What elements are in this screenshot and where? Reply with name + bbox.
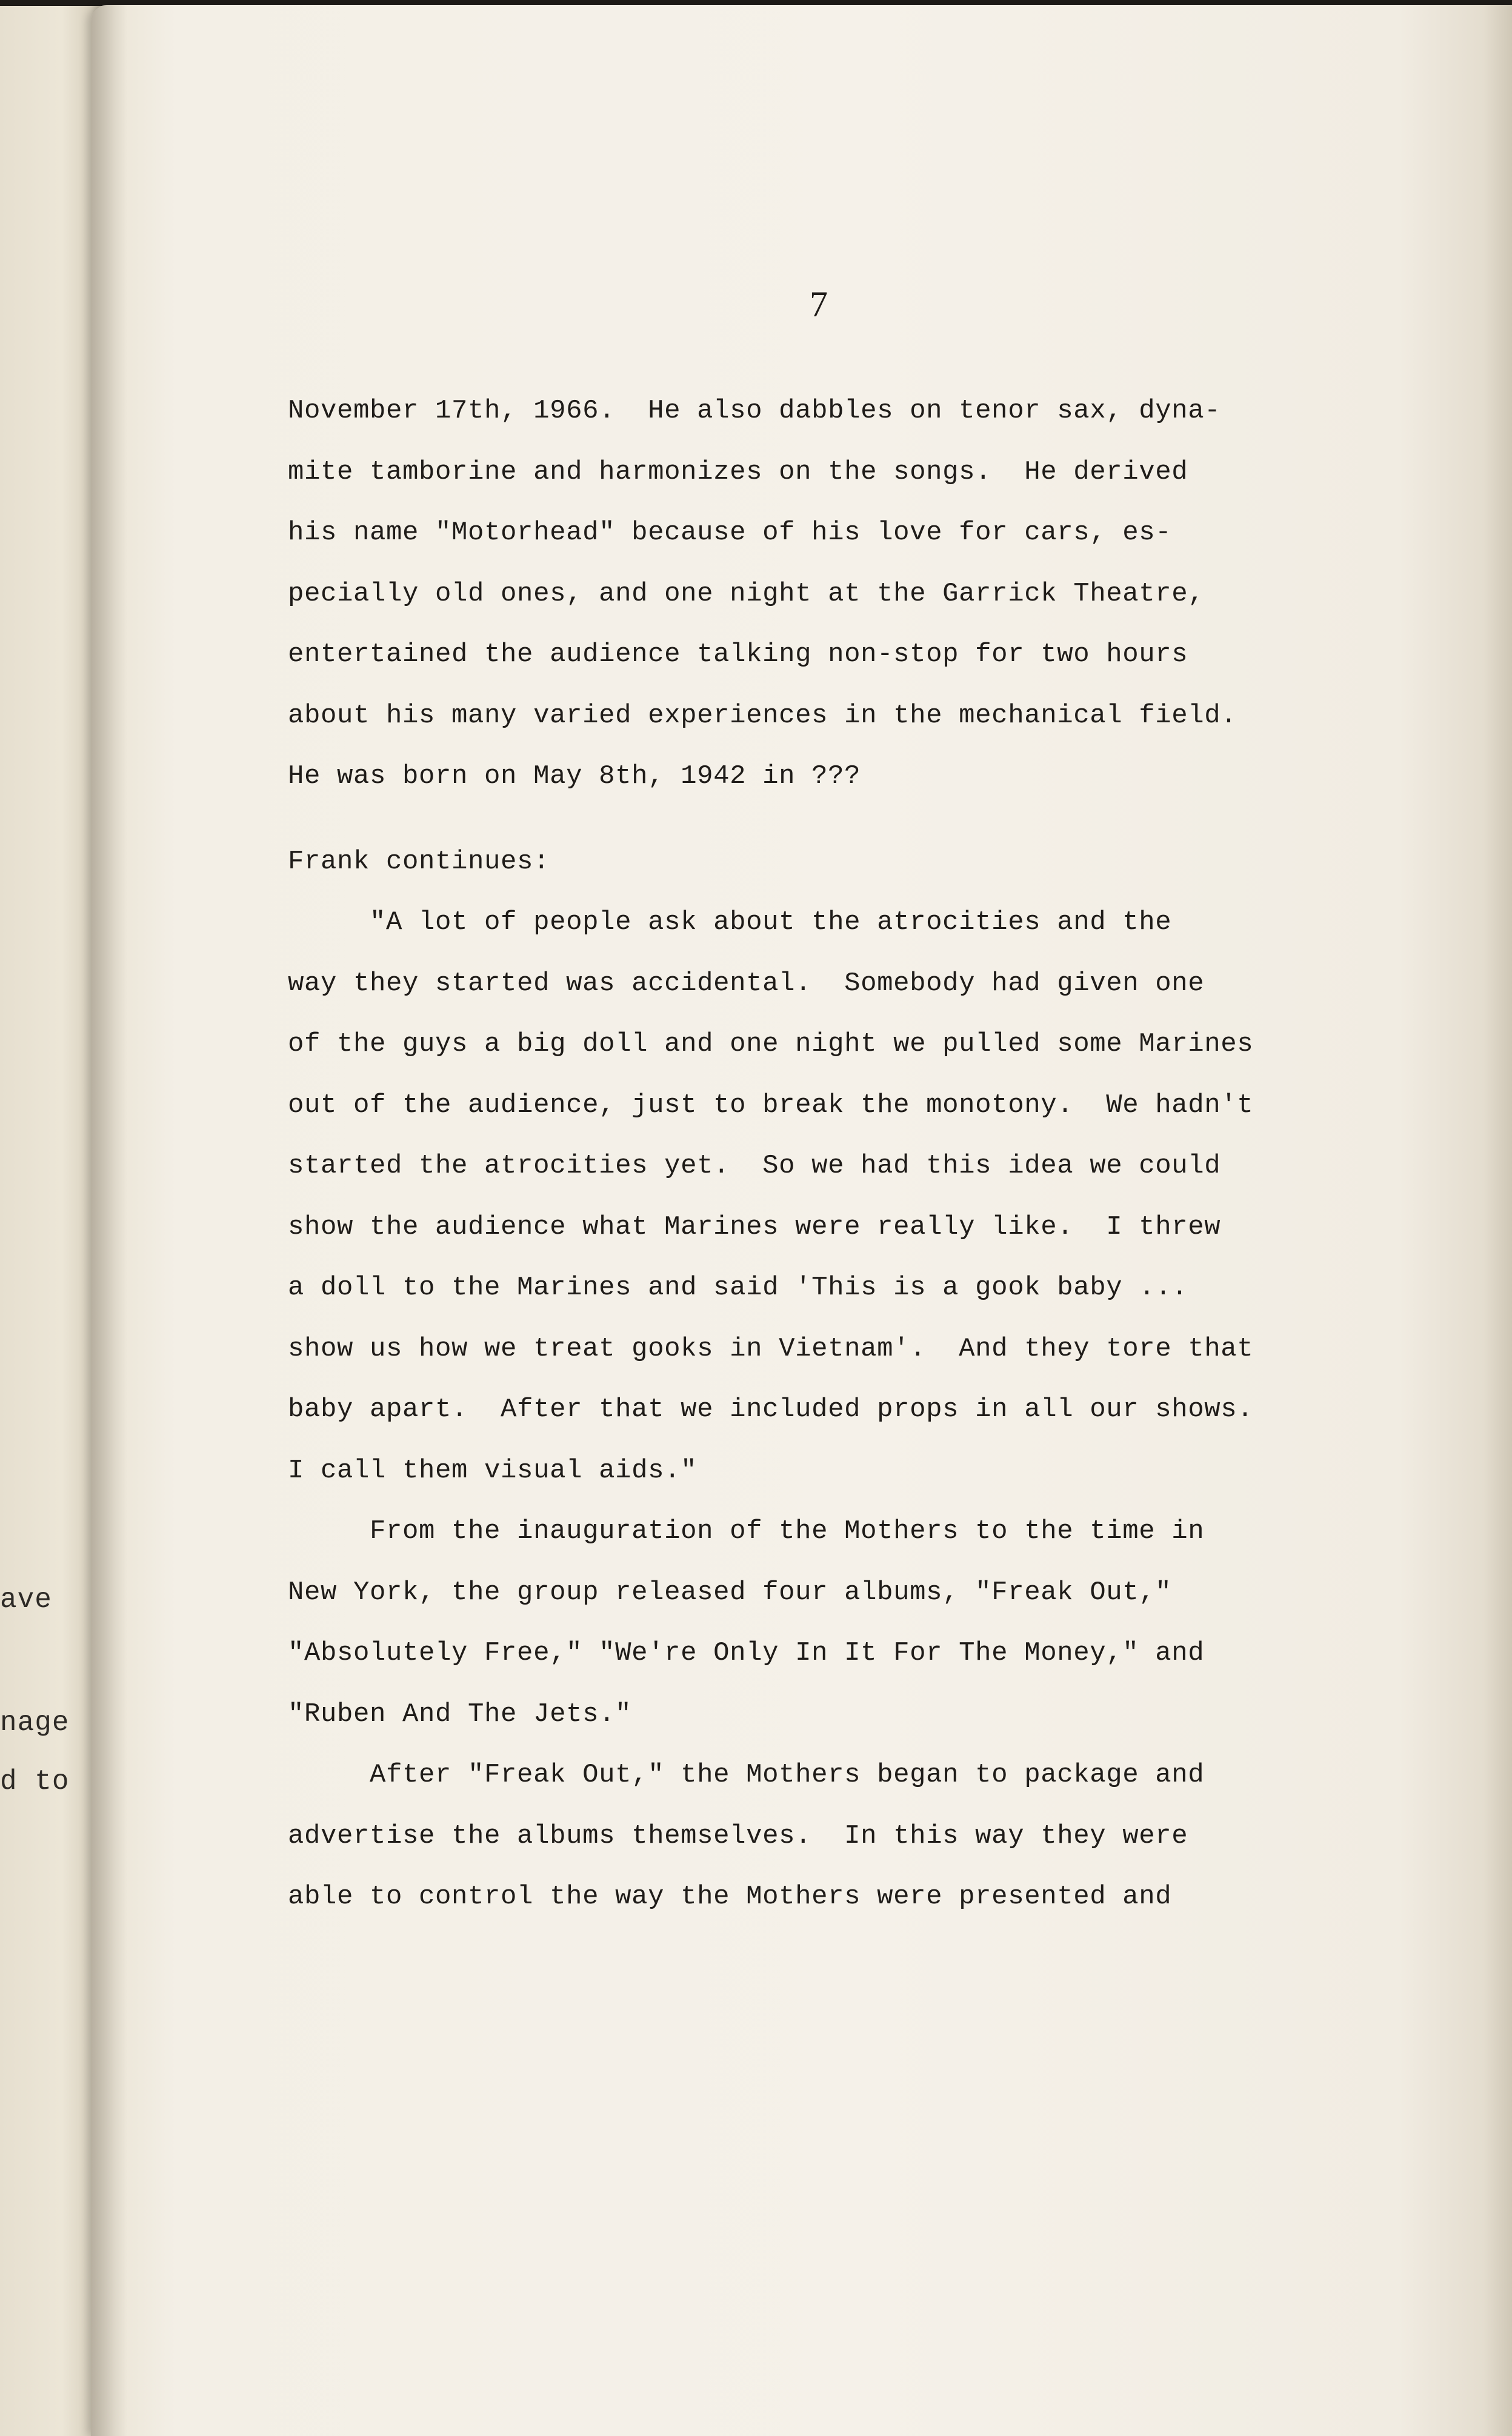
- paragraph-gap: [288, 807, 1470, 831]
- text-line: baby apart. After that we included props in all our shows.: [288, 1394, 1254, 1425]
- text-line: able to control the way the Mothers were presented and: [288, 1882, 1172, 1912]
- text-line: entertained the audience talking non-stop for two hours: [288, 639, 1188, 670]
- text-line: "Ruben And The Jets.": [288, 1699, 632, 1729]
- text-line: "A lot of people ask about the atrocities and the: [288, 907, 1172, 937]
- text-line: advertise the albums themselves. In this way they were: [288, 1820, 1188, 1851]
- text-line: From the inauguration of the Mothers to the time in: [288, 1516, 1205, 1546]
- text-line: out of the audience, just to break the monotony. We hadn't: [288, 1090, 1254, 1120]
- left-page-fragment: ave: [0, 1584, 52, 1616]
- text-line: about his many varied experiences in the mechanical field.: [288, 700, 1237, 731]
- text-line: show us how we treat gooks in Vietnam'. And they tore that: [288, 1333, 1254, 1364]
- text-line: New York, the group released four albums, "Freak Out,": [288, 1577, 1172, 1608]
- text-line: Frank continues:: [288, 846, 550, 877]
- text-line: "Absolutely Free," "We're Only In It For The Money," and: [288, 1638, 1205, 1668]
- text-line: of the guys a big doll and one night we pulled some Marines: [288, 1029, 1254, 1059]
- text-line: his name "Motorhead" because of his love for cars, es-: [288, 517, 1172, 548]
- text-line: started the atrocities yet. So we had this idea we could: [288, 1151, 1221, 1181]
- text-line: pecially old ones, and one night at the Garrick Theatre,: [288, 578, 1205, 609]
- text-line: He was born on May 8th, 1942 in ???: [288, 761, 861, 791]
- page-number: 7: [810, 284, 828, 324]
- text-line: mite tamborine and harmonizes on the songs. He derived: [288, 456, 1188, 487]
- page-fold-shadow: [91, 5, 127, 2436]
- text-line: November 17th, 1966. He also dabbles on tenor sax, dyna-: [288, 396, 1221, 426]
- left-page-fragment: nage: [0, 1707, 70, 1739]
- text-line: show the audience what Marines were really like. I threw: [288, 1211, 1221, 1242]
- body-text: [288, 381, 1470, 1928]
- text-line: a doll to the Marines and said 'This is a gook baby ...: [288, 1273, 1188, 1303]
- text-line: I call them visual aids.": [288, 1455, 698, 1486]
- document-page: [91, 5, 1512, 2436]
- left-page-fragment: d to: [0, 1766, 70, 1797]
- left-facing-page: [0, 6, 103, 2436]
- text-line: way they started was accidental. Somebody had given one: [288, 968, 1205, 999]
- text-line: After "Freak Out," the Mothers began to package and: [288, 1760, 1205, 1790]
